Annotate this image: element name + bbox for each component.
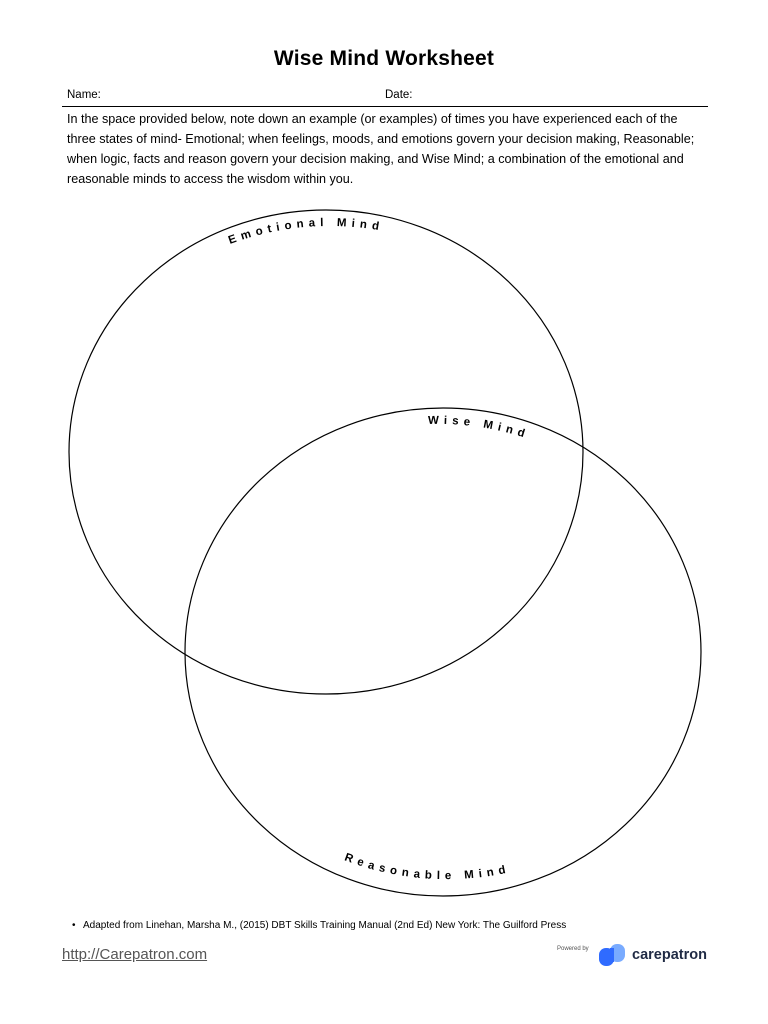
carepatron-wordmark: carepatron (632, 947, 707, 963)
date-label: Date: (385, 89, 413, 101)
wise-mind-label: Wise Mind (427, 414, 531, 442)
name-label: Name: (67, 89, 101, 101)
reasonable-mind-label: Reasonable Mind (342, 851, 512, 883)
worksheet-title: Wise Mind Worksheet (273, 47, 495, 70)
emotional-mind-circle (69, 210, 583, 694)
citation-text: Adapted from Linehan, Marsha M., (2015) DBT Skills Training Manual (2nd Ed) New York: The Guilford Press (83, 920, 567, 931)
carepatron-logo (598, 943, 707, 967)
instructions-text: In the space provided below, note down an example (or examples) of times you have experienced each of the three states of mind- Emotional; when feelings, moods, and emotions govern your decision making, Reasonable; when logic, facts and reason govern your decision making, and Wise Mind; a combination of the emotional and reasonable minds to access the wisdom within you. (67, 112, 695, 186)
reasonable-mind-circle (185, 408, 701, 896)
emotional-mind-label: Emotional Mind (226, 216, 385, 247)
citation (72, 920, 566, 931)
carepatron-logo-icon (598, 943, 630, 967)
carepatron-link[interactable]: http://Carepatron.com (62, 946, 208, 963)
citation-bullet: • (72, 920, 76, 931)
powered-by-label: Powered by (557, 946, 589, 952)
